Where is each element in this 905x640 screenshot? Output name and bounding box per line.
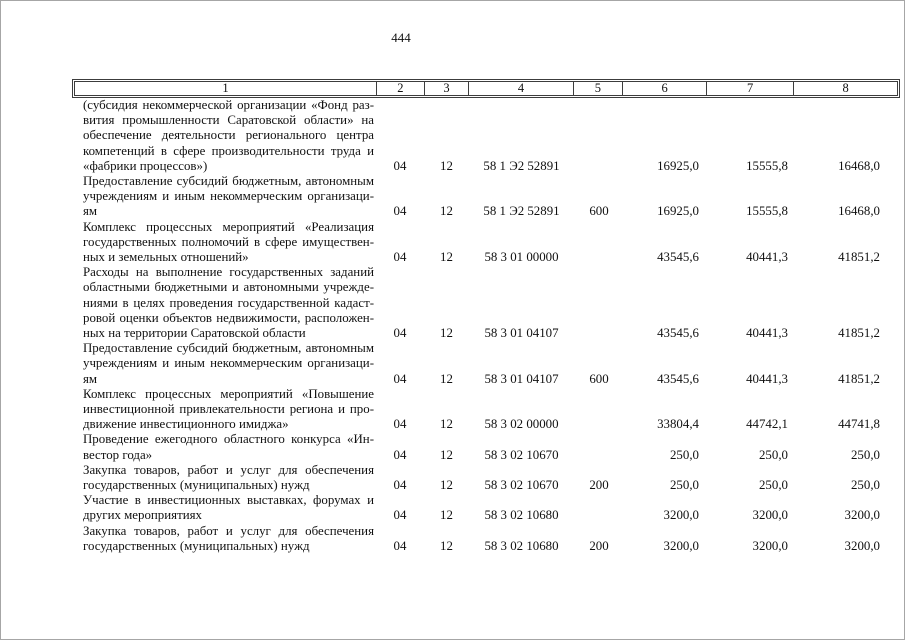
col-3-cell: 12 <box>440 371 453 386</box>
row-name-line: вития промышленности Саратовской области» на <box>83 113 374 128</box>
col-5-cell <box>574 432 624 462</box>
table-row <box>72 220 900 266</box>
col-6-cell: 33804,4 <box>657 417 699 432</box>
column-header-2: 2 <box>377 82 425 96</box>
table-header-row <box>75 82 898 96</box>
col-7-cell: 3200,0 <box>752 538 788 553</box>
row-name-line: Предоставление субсидий бюджетным, автономным <box>83 174 374 189</box>
col-8-cell: 3200,0 <box>844 538 880 553</box>
row-name-cell <box>72 174 376 220</box>
row-name-line: учреждениям и иным некоммерческим организаци- <box>83 356 374 371</box>
col-7-cell: 40441,3 <box>746 371 788 386</box>
row-name-cell <box>72 432 376 462</box>
row-name-line: Участие в инвестиционных выставках, форумах и <box>83 493 374 508</box>
column-header-3: 3 <box>424 82 468 96</box>
table-row <box>72 174 900 220</box>
col-5-cell: 200 <box>589 478 609 493</box>
col-4-cell: 58 3 01 04107 <box>484 326 559 341</box>
row-name-line: ровой оценки объектов недвижимости, расположен- <box>83 310 374 325</box>
row-name-line: инвестиционной привлекательности региона и про- <box>83 402 374 417</box>
col-8-cell: 44741,8 <box>838 417 880 432</box>
row-name-line: учреждениям и иным некоммерческим организаци- <box>83 189 374 204</box>
row-name-line: Предоставление субсидий бюджетным, автономным <box>83 341 374 356</box>
row-name-line: Комплекс процессных мероприятий «Реализация <box>83 219 374 234</box>
row-name-cell <box>72 387 376 433</box>
col-7-cell: 3200,0 <box>752 508 788 523</box>
row-name-line: движение инвестиционного имиджа» <box>83 417 289 432</box>
col-7-cell: 15555,8 <box>746 204 788 219</box>
col-6-cell: 43545,6 <box>657 371 699 386</box>
row-name-cell <box>72 220 376 266</box>
col-6-cell: 43545,6 <box>657 326 699 341</box>
row-name-cell <box>72 463 376 493</box>
row-name-line: государственных (муниципальных) нужд <box>83 478 310 493</box>
row-name-line: других мероприятиях <box>83 508 202 523</box>
col-4-cell: 58 3 02 10670 <box>484 447 559 462</box>
table-row <box>72 493 900 523</box>
row-name-line: обеспечение деятельности регионального центра <box>83 128 374 143</box>
col-2-cell: 04 <box>393 447 407 462</box>
col-3-cell: 12 <box>440 417 453 432</box>
col-5-cell <box>574 493 624 523</box>
col-2-cell: 04 <box>393 417 407 432</box>
col-3-cell: 12 <box>440 478 453 493</box>
col-4-cell: 58 3 01 04107 <box>484 371 559 386</box>
col-2-cell: 04 <box>393 158 407 173</box>
row-name-line: Закупка товаров, работ и услуг для обеспечения <box>83 523 374 538</box>
table-row <box>72 463 900 493</box>
col-6-cell: 16925,0 <box>657 158 699 173</box>
table-header-band <box>72 79 900 98</box>
col-5-cell <box>574 98 624 174</box>
row-name-line: компетенций в сфере производительности труда и <box>83 143 374 158</box>
col-3-cell: 12 <box>440 204 453 219</box>
col-8-cell: 16468,0 <box>838 204 880 219</box>
col-2-cell: 04 <box>393 326 407 341</box>
row-name-line: ям <box>83 371 98 386</box>
table-row <box>72 98 900 174</box>
col-4-cell: 58 3 02 10680 <box>484 508 559 523</box>
col-7-cell: 44742,1 <box>746 417 788 432</box>
table-row <box>72 387 900 433</box>
column-header-4: 4 <box>469 82 574 96</box>
col-4-cell: 58 1 Э2 52891 <box>483 158 560 173</box>
row-name-line: Закупка товаров, работ и услуг для обеспечения <box>83 462 374 477</box>
row-name-line: Комплекс процессных мероприятий «Повышение <box>83 386 374 401</box>
row-name-line: Проведение ежегодного областного конкурса «Ин- <box>83 432 374 447</box>
col-4-cell: 58 3 02 00000 <box>484 417 559 432</box>
col-2-cell: 04 <box>393 204 407 219</box>
col-7-cell: 250,0 <box>758 478 788 493</box>
table-header <box>74 81 898 96</box>
col-5-cell: 200 <box>589 538 609 553</box>
col-4-cell: 58 3 02 10670 <box>484 478 559 493</box>
row-name-line: областными бюджетными и автономными учрежде- <box>83 280 374 295</box>
col-2-cell: 04 <box>393 371 407 386</box>
col-6-cell: 43545,6 <box>657 250 699 265</box>
col-8-cell: 250,0 <box>850 447 880 462</box>
col-3-cell: 12 <box>440 250 453 265</box>
col-5-cell <box>574 265 624 341</box>
column-header-8: 8 <box>794 82 898 96</box>
row-name-line: ных и земельных отношений» <box>83 250 249 265</box>
col-8-cell: 16468,0 <box>838 158 880 173</box>
col-3-cell: 12 <box>440 326 453 341</box>
col-5-cell: 600 <box>589 371 609 386</box>
row-name-line: Расходы на выполнение государственных заданий <box>83 265 374 280</box>
col-7-cell: 40441,3 <box>746 250 788 265</box>
col-6-cell: 250,0 <box>669 447 699 462</box>
col-5-cell: 600 <box>589 204 609 219</box>
col-4-cell: 58 1 Э2 52891 <box>483 204 560 219</box>
row-name-cell <box>72 98 376 174</box>
column-header-6: 6 <box>623 82 707 96</box>
col-5-cell <box>574 387 624 433</box>
col-4-cell: 58 3 02 10680 <box>484 538 559 553</box>
col-2-cell: 04 <box>393 508 407 523</box>
col-8-cell: 41851,2 <box>838 250 880 265</box>
row-name-line: ных на территории Саратовской области <box>83 326 306 341</box>
col-5-cell <box>574 220 624 266</box>
row-name-cell <box>72 265 376 341</box>
table-row <box>72 524 900 554</box>
row-name-line: государственных (муниципальных) нужд <box>83 538 310 553</box>
col-7-cell: 15555,8 <box>746 158 788 173</box>
row-name-line: вестор года» <box>83 447 153 462</box>
col-6-cell: 3200,0 <box>663 538 699 553</box>
row-name-line: (субсидия некоммерческой организации «Фонд раз- <box>83 98 374 112</box>
budget-table-area <box>72 79 904 554</box>
row-name-cell <box>72 341 376 387</box>
col-2-cell: 04 <box>393 250 407 265</box>
table-row <box>72 265 900 341</box>
col-3-cell: 12 <box>440 447 453 462</box>
col-8-cell: 41851,2 <box>838 371 880 386</box>
table-row <box>72 341 900 387</box>
page-number: 444 <box>391 30 411 45</box>
column-header-5: 5 <box>573 82 622 96</box>
row-name-cell <box>72 524 376 554</box>
col-3-cell: 12 <box>440 158 453 173</box>
col-3-cell: 12 <box>440 538 453 553</box>
table-body <box>72 98 900 554</box>
col-6-cell: 250,0 <box>669 478 699 493</box>
row-name-line: «фабрики процессов») <box>83 158 208 173</box>
col-8-cell: 3200,0 <box>844 508 880 523</box>
budget-table <box>72 98 900 554</box>
column-header-7: 7 <box>707 82 794 96</box>
col-8-cell: 41851,2 <box>838 326 880 341</box>
table-row <box>72 432 900 462</box>
col-3-cell: 12 <box>440 508 453 523</box>
col-2-cell: 04 <box>393 538 407 553</box>
row-name-line: государственных полномочий в сфере имуществен- <box>83 234 374 249</box>
col-7-cell: 40441,3 <box>746 326 788 341</box>
col-4-cell: 58 3 01 00000 <box>484 250 559 265</box>
col-6-cell: 16925,0 <box>657 204 699 219</box>
col-7-cell: 250,0 <box>758 447 788 462</box>
row-name-line: ниями в целях проведения государственной кадаст- <box>83 295 374 310</box>
col-6-cell: 3200,0 <box>663 508 699 523</box>
col-8-cell: 250,0 <box>850 478 880 493</box>
row-name-line: ям <box>83 204 98 219</box>
col-2-cell: 04 <box>393 478 407 493</box>
column-header-1: 1 <box>75 82 377 96</box>
row-name-cell <box>72 493 376 523</box>
